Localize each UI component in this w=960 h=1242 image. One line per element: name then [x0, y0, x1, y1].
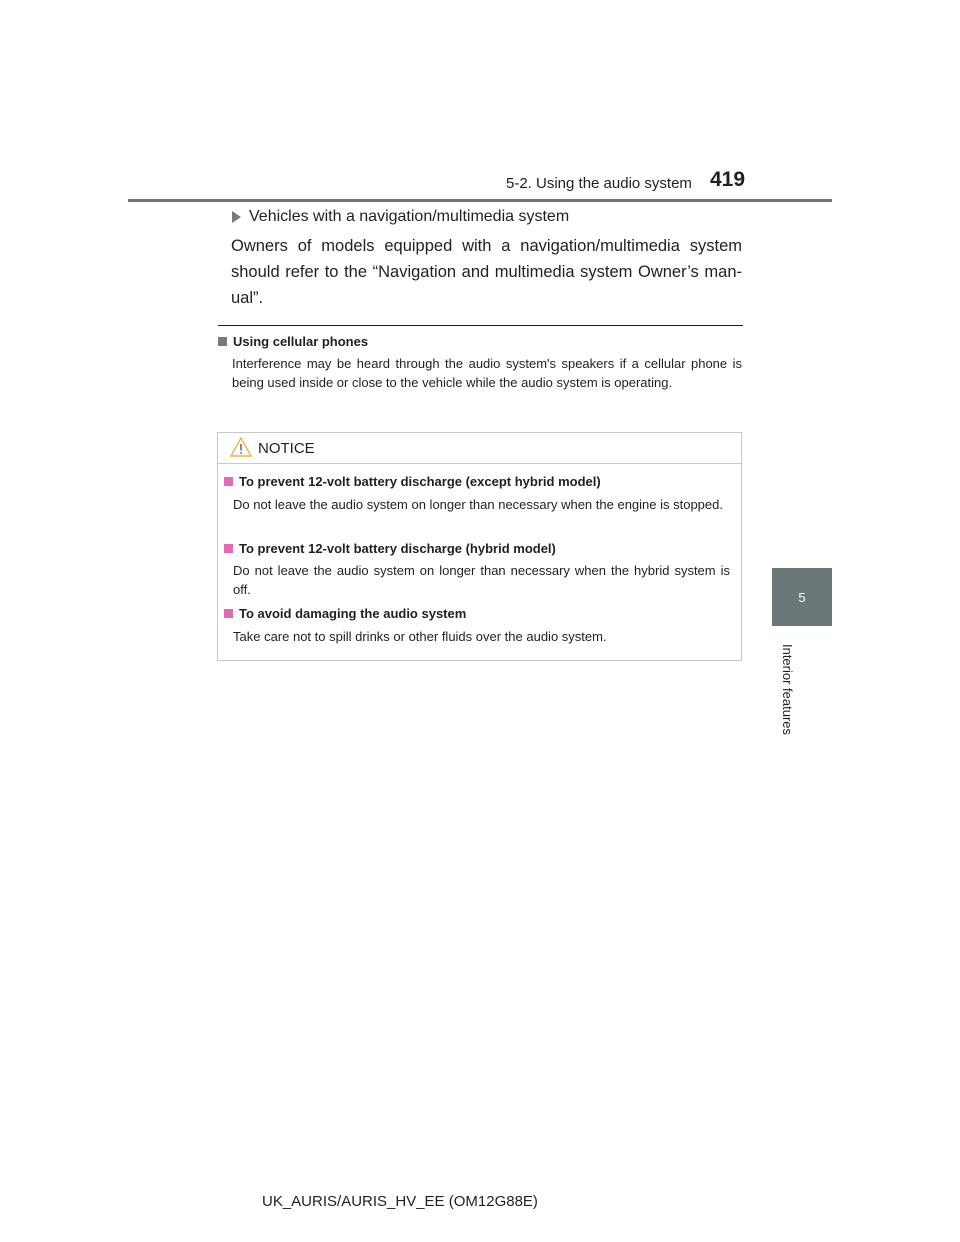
manual-code: UK_AURIS/AURIS_HV_EE (OM12G88E) [262, 1193, 538, 1210]
info-heading [218, 334, 368, 349]
notice-header [218, 433, 741, 464]
notice-item-text: Do not leave the audio system on longer than necessary when the engine is stopped. [233, 497, 723, 512]
square-bullet-icon [224, 477, 233, 486]
bullet-heading-text: Vehicles with a navigation/multimedia system [249, 208, 570, 225]
chapter-title: Interior features [780, 643, 796, 735]
notice-item-heading [224, 606, 466, 621]
header-divider [128, 199, 832, 202]
notice-item-text: Take care not to spill drinks or other fluids over the audio system. [233, 629, 607, 644]
square-bullet-icon [224, 544, 233, 553]
warning-triangle-icon [230, 437, 252, 457]
chapter-number: 5 [798, 589, 806, 605]
square-bullet-icon [218, 337, 227, 346]
info-paragraph: Interference may be heard through the audio system's speakers if a cellular phone is being used inside or close to the vehicle while the audio system is operating. [232, 356, 742, 390]
section-title: 5-2. Using the audio system [506, 175, 692, 192]
chapter-tab [772, 568, 832, 626]
notice-title: NOTICE [258, 440, 315, 457]
notice-item-heading-text: To prevent 12-volt battery discharge (hybrid model) [239, 541, 556, 556]
square-bullet-icon [224, 609, 233, 618]
notice-item-heading [224, 474, 601, 489]
section-divider [218, 325, 743, 326]
notice-item-heading [224, 541, 556, 556]
bullet-heading [232, 208, 569, 226]
body-paragraph: Owners of models equipped with a navigation/multimedia system should refer to the “Navigation and multimedia system Owner’s man-ual”. [231, 237, 742, 307]
page-number: 419 [710, 168, 746, 191]
notice-item-heading-text: To prevent 12-volt battery discharge (except hybrid model) [239, 474, 601, 489]
notice-item-heading-text: To avoid damaging the audio system [239, 606, 467, 621]
notice-item-text: Do not leave the audio system on longer than necessary when the hybrid system is off. [233, 563, 730, 597]
chapter-label [775, 634, 801, 744]
info-heading-text: Using cellular phones [233, 334, 369, 349]
triangle-bullet-icon [232, 211, 241, 223]
